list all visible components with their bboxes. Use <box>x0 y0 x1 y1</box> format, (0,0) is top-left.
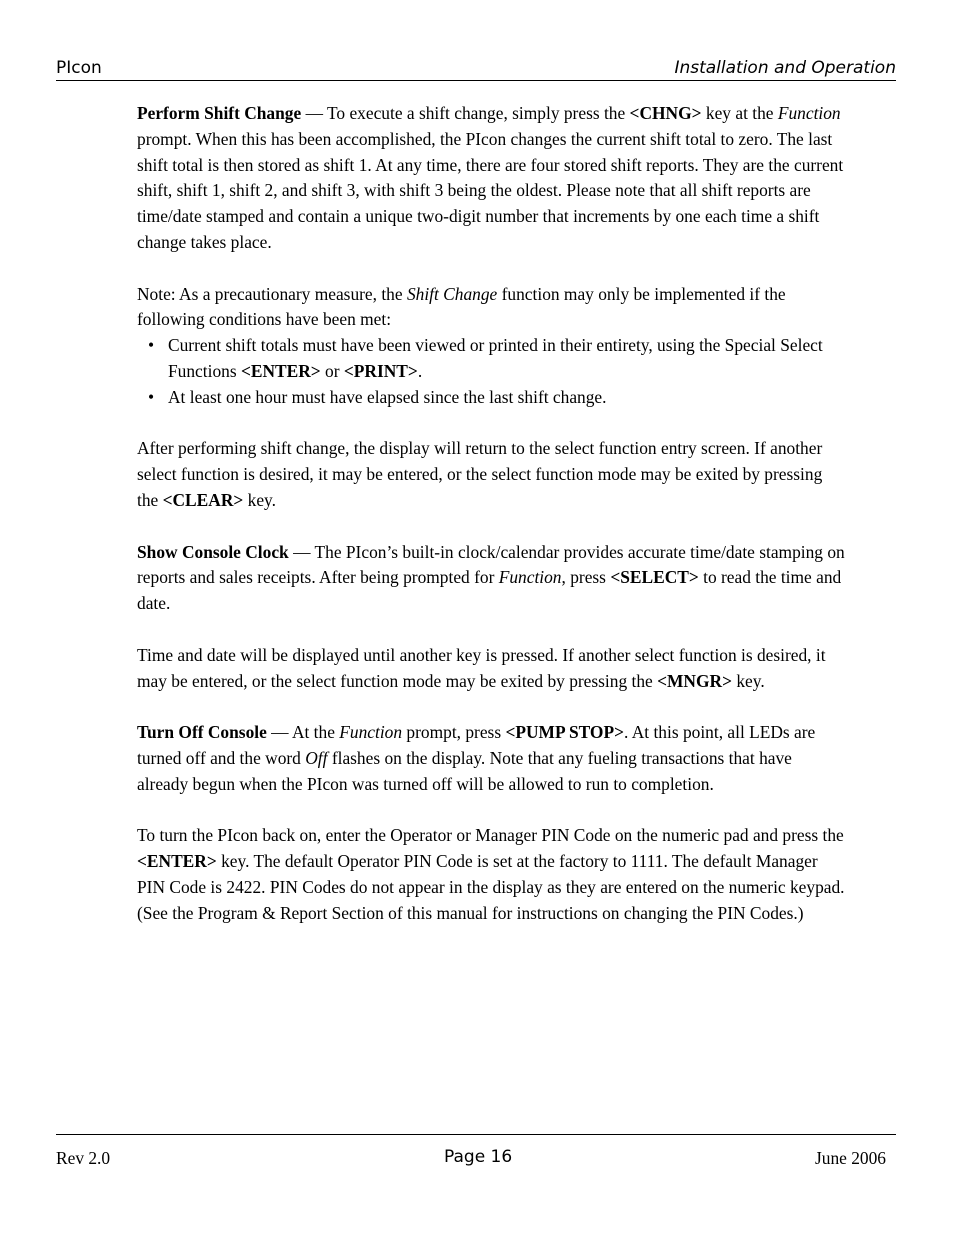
note-paragraph: Note: As a precautionary measure, the Shift Change function may only be implemented if the following conditions have been met: <box>137 283 786 330</box>
pump-stop-key: <PUMP STOP> <box>505 722 624 743</box>
header-product-name: PIcon <box>56 58 102 78</box>
page-header <box>56 56 896 81</box>
off-word: Off <box>305 747 328 768</box>
shift-change-heading: Perform Shift Change <box>137 103 302 123</box>
console-clock-heading: Show Console Clock <box>137 541 289 562</box>
clear-key: <CLEAR> <box>162 489 244 510</box>
enter-key: <ENTER> <box>137 851 217 872</box>
publication-date: June 2006 <box>814 1148 886 1168</box>
list-item: • At least one hour must have elapsed since the last shift change. <box>137 385 847 411</box>
conditions-list <box>137 333 847 410</box>
function-prompt-term: Function <box>777 103 841 123</box>
page-footer <box>56 1134 896 1175</box>
print-key: <PRINT> <box>343 360 418 381</box>
list-item: • Current shift totals must have been viewed or printed in their entirety, using the Special Select Functions <ENTER> or <PRINT>. <box>137 333 847 385</box>
enter-key: <ENTER> <box>240 360 321 381</box>
turn-off-paragraph: Turn Off Console — At the Function prompt, press <PUMP STOP>. At this point, all LEDs are turned off and the word Off flashes on the display. Note that any fueling transactions that have already begun when the PIcon was turned off will be allowed to run to completion. <box>137 722 816 794</box>
turn-on-paragraph: To turn the PIcon back on, enter the Operator or Manager PIN Code on the numeric pad and press the <ENTER> key. The default Operator PIN Code is set at the factory to 1111. The default Manager PIN Code is 2422. PIN Codes do not appear in the display as they are entered on the numeric keypad. (See the Program & Report Section of this manual for instructions on changing the PIN Codes.) <box>137 825 845 923</box>
shift-change-paragraph: Perform Shift Change — To execute a shift change, simply press the <CHNG> key at the Function prompt. When this has been accomplished, the PIcon changes the current shift total to zero. The last shift total is then stored as shift 1. At any time, there are four stored shift reports. They are the current shift, shift 1, shift 2, and shift 3, with shift 3 being the oldest. Please note that all shift reports are time/date stamped and contain a unique two-digit number that increments by one each time a shift change takes place. <box>137 103 844 252</box>
chng-key: <CHNG> <box>629 103 702 123</box>
function-prompt-term: Function <box>498 567 562 588</box>
time-date-paragraph: Time and date will be displayed until another key is pressed. If another select function is desired, it may be entered, or the select function mode may be exited by pressing the <MNGR> key. <box>137 644 826 691</box>
turn-off-heading: Turn Off Console <box>137 722 267 743</box>
page-body <box>137 101 847 952</box>
page-number: Page 16 <box>444 1147 513 1167</box>
shift-change-term: Shift Change <box>406 283 498 304</box>
function-prompt-term: Function <box>339 722 403 743</box>
header-section-title: Installation and Operation <box>674 58 896 78</box>
select-key: <SELECT> <box>610 567 699 588</box>
after-shift-paragraph: After performing shift change, the display will return to the select function entry screen. If another select function is desired, it may be entered, or the select function mode may be exited by pressing the <CLEAR> key. <box>137 438 823 510</box>
mngr-key: <MNGR> <box>657 670 732 691</box>
revision-label: Rev 2.0 <box>56 1148 111 1168</box>
console-clock-paragraph: Show Console Clock — The PIcon’s built-in clock/calendar provides accurate time/date stamping on reports and sales receipts. After being prompted for Function, press <SELECT> to read the time and date. <box>137 541 845 614</box>
